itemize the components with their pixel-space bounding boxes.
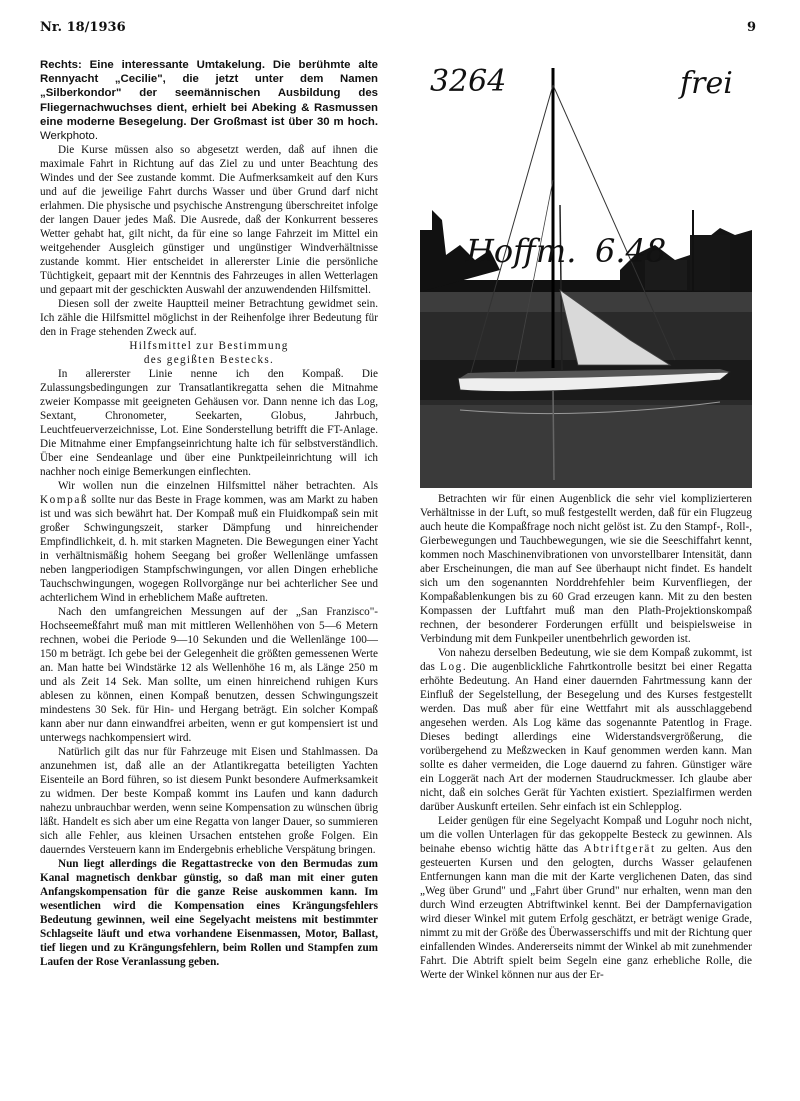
- page-number: 9: [747, 20, 757, 35]
- text-run: Von nahezu derselben Bedeutung, wie sie dem Kompaß zukommt, ist das: [420, 647, 752, 673]
- paragraph: Betrachten wir für einen Augenblick die sehr viel komplizierteren Verhältnisse in der Luft, so muß festgestellt werden, daß für ein Flugzeug auch heute die Kompaßfrage noch nicht gelöst ist. Zu den Stampf-, Roll-, Gierbewegungen und Tauchbewegungen, wie sie die Seeschiffahrt kennt, kommen noch Maschinenvibrationen von unvorstellbarer Intensität, dann aber Erscheinungen, die man auf See überhaupt nicht findet. Es handelt sich um den sogenannten Norddrehfehler beim Kurvenfliegen, der Kompaßablenkungen bis zu 60 Grad erzeugen kann. Mit zu den besten Kompassen der Luftfahrt muß man den Plath-Projektionskompaß rechnen, der besonderer Forderungen erfüllt und beispielsweise in Verbindung mit dem Funkpeiler unentbehrlich geworden ist.: [420, 493, 752, 645]
- handwritten-date: 6.48: [595, 232, 667, 270]
- paragraph: In allererster Linie nenne ich den Kompaß. Die Zulassungsbedingungen zur Transatlantikregatta sehen die Mitnahme zweier Kompasse mit geeigneten Gehäusen vor. Dann nenne ich das Log, Sextant, Chronometer, Seekarten, Globus, Jahrbuch, Leuchtfeuerverzeichnisse, Lot. Eine Sonderstellung betrifft die FT-Anlage. Die Mitnahme einer Empfangseinrichtung halte ich für selbstverständlich. Über eine Sendeanlage und über eine Punktpeileinrichtung will ich nachher noch einige Bemerkungen einflechten.: [40, 368, 378, 479]
- text-run: . Die augenblickliche Fahrtkontrolle besitzt bei einer Regatta erhöhte Bedeutung. An Hand einer dauernden Fahrtmessung kann der Einfluß der Segelstellung, der Besegelung und des Kurses festgestellt werden. Das muß aber für eine Wettfahrt mit als ausschlaggebend angesehen werden. Als Log käme das sogenannte Patentlog in Frage. Dieses bedingt allerdings eine Widerstandsvergrößerung, die vorübergehend zu Meßzwecken in Kauf genommen werden kann. Man sollte es daher vermeiden, die Loge dauernd zu fahren. Günstiger wäre ein Loggerät nach Art der modernen Staudruckmesser. Ich glaube aber nicht, daß ein solches Gerät für Yachten existiert. Spezialfirmen werden darüber Auskunft erteilen. Sehr einfach ist ein Schlepplog.: [420, 661, 752, 813]
- issue-number: Nr. 18/1936: [40, 20, 126, 35]
- spaced-term: Log: [440, 661, 463, 673]
- caption-text: Rechts: Eine interessante Umtakelung. Die berühmte alte Rennyacht „Cecilie", die jetzt unter dem Namen „Silberkondor" der seemännischen Ausbildung des Fliegernachwuchses dient, erhielt bei Abeking & Rasmussen eine moderne Besegelung. Der Großmast ist über 30 m hoch.: [40, 59, 378, 128]
- text-run: zu gelten. Aus den gesteuerten Kursen und den gelogten, durchs Wasser gelaufenen Entfernungen kann man die mit der Karte verglichenen Daten, das sind „Weg über Grund" und „Fahrt über Grund" nur erhalten, wenn man den durch Wind erzeugten Abtriftwinkel kennt. Bei der Dampfernavigation wird dieser Winkel mit gutem Erfolg geschätzt, er beträgt wenige Grade, nimmt zu mit der Größe des Überwasserschiffs und mit der Richtung quer einfallenden Windes. Andererseits nimmt der Winkel ab mit zunehmender Fahrt. Die Abtrift spielt beim Segeln eine ganz erhebliche Rolle, die Werte der Winkel können nur aus der Er-: [420, 843, 752, 981]
- text-run: Wir wollen nun die einzelnen Hilfsmittel näher betrachten. Als: [58, 480, 378, 493]
- right-column: [420, 492, 752, 982]
- spaced-term: Abtriftgerät: [583, 843, 656, 855]
- paragraph: Natürlich gilt das nur für Fahrzeuge mit Eisen und Stahlmassen. Da anzunehmen ist, daß alle an der Atlantikregatta beteiligten Yachten Eisenteile an Bord führen, so ist diesem Punkt besondere Aufmerksamkeit zu widmen. Der beste Kompaß kommt ins Laufen und kann dadurch nahezu unbrauchbar werden, wenn seine Kompensation zu wünschen übrig läßt. Handelt es sich aber um eine Regatta von langer Dauer, so summieren sich alle Fehler, aus kleinen Ursachen entstehen große Folgen. Ein dauerndes Versteuern kann im Endergebnis erhebliche Verspätung bringen.: [40, 746, 378, 857]
- handwritten-frei: frei: [680, 66, 733, 101]
- section-heading-line2: des gegißten Bestecks.: [143, 354, 275, 367]
- section-heading-line1: Hilfsmittel zur Bestimmung: [129, 340, 289, 353]
- text-run: Leider genügen für eine Segelyacht Kompaß und Loguhr noch nicht, um die vollen Unterlagen für das gekoppelte Besteck zu gewinnen. Als beinahe ebenso wichtig hätte das: [420, 815, 752, 855]
- paragraph: Die Kurse müssen also so abgesetzt werden, daß auf ihnen die maximale Fahrt in Richtung auf das Ziel zu und unter Beachtung des Windes und der See zustande kommt. Die Aufmerksamkeit auf den Kurs und auf die jeweilige Fahrt durchs Wasser und über Grund darf nicht erlahmen. Die physische und psychische Anstrengung überschreitet infolge der langen Dauer jedes Maß. Die Ausrede, daß der Konkurrent besseres Wetter gehabt hat, gilt nicht, da für eine so lange Fahrzeit im Mittel ein weitgehender Ausgleich günstiger und ungünstiger Windverhältnisse zustande kommt. Hier entscheidet in allererster Linie die persönliche Tüchtigkeit, gepaart mit der Kenntnis des Fahrzeuges in allen Wetterlagen und gepaart mit der geschickten Auswahl der anzuwendenden Hilfsmittel.: [40, 144, 378, 297]
- left-column: [40, 58, 378, 969]
- paragraph: Nun liegt allerdings die Regattastrecke von den Bermudas zum Kanal magnetisch denkbar günstig, so daß man mit einer guten Anfangskompensation für die ganze Reise auskommen kann. Im wesentlichen wird die Kompensation eines Krängungsfehlers Bedeutung gewinnen, weil eine Segelyacht meistens mit bestimmter Schlagseite läuft und etwa vorhandene Eisenmassen, Motor, Ballast, tief liegen und zu Krängungsfehlern, beim Rollen und Stampfen zum Laufen der Rose Veranlassung geben.: [40, 858, 378, 969]
- paragraph: Diesen soll der zweite Hauptteil meiner Betrachtung gewidmet sein. Ich zähle die Hilfsmittel möglichst in der Reihenfolge ihrer Bedeutung für den in Frage stehenden Zweck auf.: [40, 298, 378, 339]
- paragraph: [40, 479, 378, 605]
- paragraph: [420, 814, 752, 982]
- text-run: sollte nur das Beste in Frage kommen, was am Markt zu haben ist und was sich bewährt hat. Der Kompaß muß ein Fluidkompaß sein mit großer Schwingungszeit, starker Dämpfung und hinreichender Empfindlichkeit, d. h. mit starken Magneten. Die Bewegungen einer Yacht in verhältnismäßig hohem Seegang bei großer Wellenlänge umfassen neben langperiodigen Stampfschwingungen, vor allen Dingen erhebliche Tauchschwingungen, wogegen Rollvorgänge nur bei achterlicher See und achterlichem Wind in erheblichem Maße auftreten.: [40, 494, 378, 605]
- section-heading: [40, 339, 378, 367]
- handwritten-name: Hoffm.: [466, 232, 577, 270]
- paragraph: [420, 646, 752, 814]
- handwritten-number: 3264: [430, 64, 507, 99]
- photo-caption: [40, 58, 378, 143]
- spaced-term: Kompaß: [40, 494, 89, 507]
- yacht-photo: [420, 60, 752, 488]
- yacht-photo-drawing: [420, 60, 752, 488]
- paragraph: Nach den umfangreichen Messungen auf der „San Franzisco"-Hochseemeßfahrt muß man mit mittleren Wellenhöhen von 5—6 Metern rechnen, wobei die Periode 9—10 Sekunden und die Wellenlänge 100—150 m beträgt. Ich gebe bei der Gelegenheit die größten gemessenen Werte an. Man hatte bei Windstärke 12 als Wellenhöhe 16 m, als Länge 250 m und als Zeit 14 Sek. Man sollte, um einen hinreichend ruhigen Kurs ablesen zu können, einen Kompaß benutzen, dessen Schwingungszeit mindestens 30 Sek. für Hin- und Hergang beträgt. Ein solcher Kompaß kann aber nur dann einwandfrei arbeiten, wenn er gut kompensiert ist und unterwegs nachkompensiert wird.: [40, 606, 378, 745]
- photo-credit: Werkphoto.: [40, 130, 99, 143]
